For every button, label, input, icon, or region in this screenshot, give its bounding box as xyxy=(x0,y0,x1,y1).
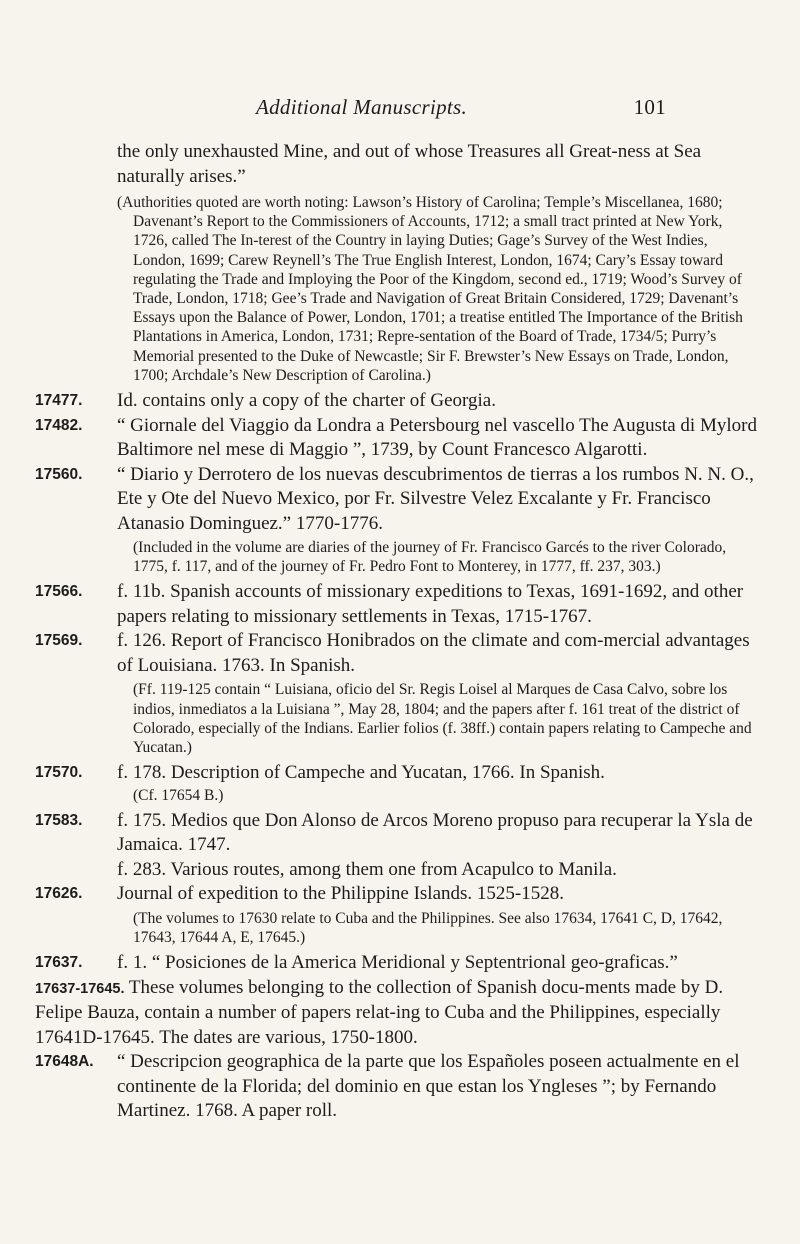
entry-text: “ Descripcion geographica de la parte que los Españoles poseen actualmente en el continente de la Florida; del dominio en que estan los Yngleses ”; by Fernando Martinez. 1768. A paper roll. xyxy=(117,1051,740,1122)
entry-text: “ Giornale del Viaggio da Londra a Petersbourg nel vascello The Augusta di Mylord Baltimore nel mese di Maggio ”, 1739, by Count Francesco Algarotti. xyxy=(117,414,757,461)
entry-note: (Cf. 17654 B.) xyxy=(133,786,224,804)
entry-text: f. 1. “ Posiciones de la America Meridional y Septentrional geo-graficas.” xyxy=(117,952,678,974)
entry-text: f. 126. Report of Francisco Honibrados on the climate and com-mercial advantages of Louisiana. 1763. In Spanish. xyxy=(117,630,750,676)
entry-17583 xyxy=(35,809,765,858)
entry-id: 17566. xyxy=(35,583,83,601)
entry-17637-17645 xyxy=(35,976,765,1051)
entry-text: f. 175. Medios que Don Alonso de Arcos Moreno propuso para recuperar la Ysla de Jamaica. 1747. xyxy=(117,809,753,856)
entry-17570 xyxy=(35,761,765,786)
entry-id: 17482. xyxy=(35,416,83,434)
authorities-note: (Authorities quoted are worth noting: Lawson’s History of Carolina; Temple’s Miscellanea, 1680; Davenant’s Report to the Commissioners of Accounts, 1712; a small tract printed at New York, 1726, called The In-terest of the Country in laying Duties; Gage’s Survey of the West Indies, London, 1699; Carew Reynell’s The True English Interest, London, 1674; Cary’s Essay toward regulating the Trade and Imploying the Poor of the Kingdom, second ed., 1719; Wood’s Survey of Trade, London, 1718; Gee’s Trade and Navigation of Great Britain Considered, 1729; Davenant’s Essays upon the Balance of Power, London, 1701; a treatise entitled The Importance of the British Plantations in America, London, 1731; Repre-sentation of the Board of Trade, 1734/5; Purry’s Memorial presented to the Duke of Newcastle; Sir F. Brewster’s New Essays on Trade, London, 1700; Archdale’s New Description of Carolina.) xyxy=(117,194,743,384)
intro-paragraph: the only unexhausted Mine, and out of whose Treasures all Great-ness at Sea naturally arises.” xyxy=(117,141,702,187)
entry-id: 17583. xyxy=(35,811,83,829)
entry-17569 xyxy=(35,629,765,678)
entry-17566 xyxy=(35,580,765,629)
entry-text: Id. contains only a copy of the charter of Georgia. xyxy=(117,390,496,412)
entry-text: Journal of expedition to the Philippine Islands. 1525-1528. xyxy=(117,883,564,905)
entry-id: 17477. xyxy=(35,392,83,410)
entry-text: f. 178. Description of Campeche and Yucatan, 1766. In Spanish. xyxy=(117,762,605,784)
running-header xyxy=(256,95,666,120)
entry-id: 17648A. xyxy=(35,1053,94,1071)
entry-17560 xyxy=(35,463,765,537)
entry-id: 17626. xyxy=(35,885,83,903)
entry-note: (Included in the volume are diaries of the journey of Fr. Francisco Garcés to the river Colorado, 1775, f. 117, and of the journey of Fr. Pedro Font to Monterey, in 1777, ff. 237, 303.) xyxy=(133,539,727,576)
page-number: 101 xyxy=(633,95,666,119)
entry-17482 xyxy=(35,414,765,463)
entry-17626 xyxy=(35,882,765,907)
entry-17477 xyxy=(35,389,765,414)
page-body xyxy=(35,140,765,1124)
entry-17637 xyxy=(35,951,765,976)
header-title: Additional Manuscripts. xyxy=(256,95,468,119)
entry-17583-extra xyxy=(35,858,765,883)
entry-text: “ Diario y Derrotero de los nuevas descubrimentos de tierras a los rumbos N. N. O., Ete y Ote del Nuevo Mexico, por Fr. Silvestre Velez Excalante y Fr. Francisco Atanasio Dominguez.” 1770-1776. xyxy=(117,463,754,534)
entry-id: 17637. xyxy=(35,954,83,972)
entry-id: 17560. xyxy=(35,465,83,483)
entry-note: (The volumes to 17630 relate to Cuba and the Philippines. See also 17634, 17641 C, D, 17642, 17643, 17644 A, E, 17645.) xyxy=(133,909,723,947)
entry-text: f. 11b. Spanish accounts of missionary expeditions to Texas, 1691-1692, and other papers relating to missionary settlements in Texas, 1715-1767. xyxy=(117,581,744,627)
entry-extra-text: f. 283. Various routes, among them one from Acapulco to Manila. xyxy=(117,858,617,880)
entry-id: 17637-17645. xyxy=(35,980,125,997)
entry-17648a xyxy=(35,1050,765,1124)
entry-id: 17570. xyxy=(35,764,83,782)
entry-note: (Ff. 119-125 contain “ Luisiana, oficio del Sr. Regis Loisel al Marques de Casa Calvo, sobre los indios, inmediatos a la Luisiana ”, May 28, 1804; and the papers after f. 161 treat of the district of Colorado, especially of the Indians. Earlier folios (f. 38ff.) contain papers relating to Campeche and Yucatan.) xyxy=(133,681,752,757)
entry-text: These volumes belonging to the collection of Spanish docu-ments made by D. Felipe Bauza, contain a number of papers relat-ing to Cuba and the Philippines, especially 17641D-17645. The dates are various, 1750-1800. xyxy=(35,976,724,1048)
entry-id: 17569. xyxy=(35,632,83,650)
